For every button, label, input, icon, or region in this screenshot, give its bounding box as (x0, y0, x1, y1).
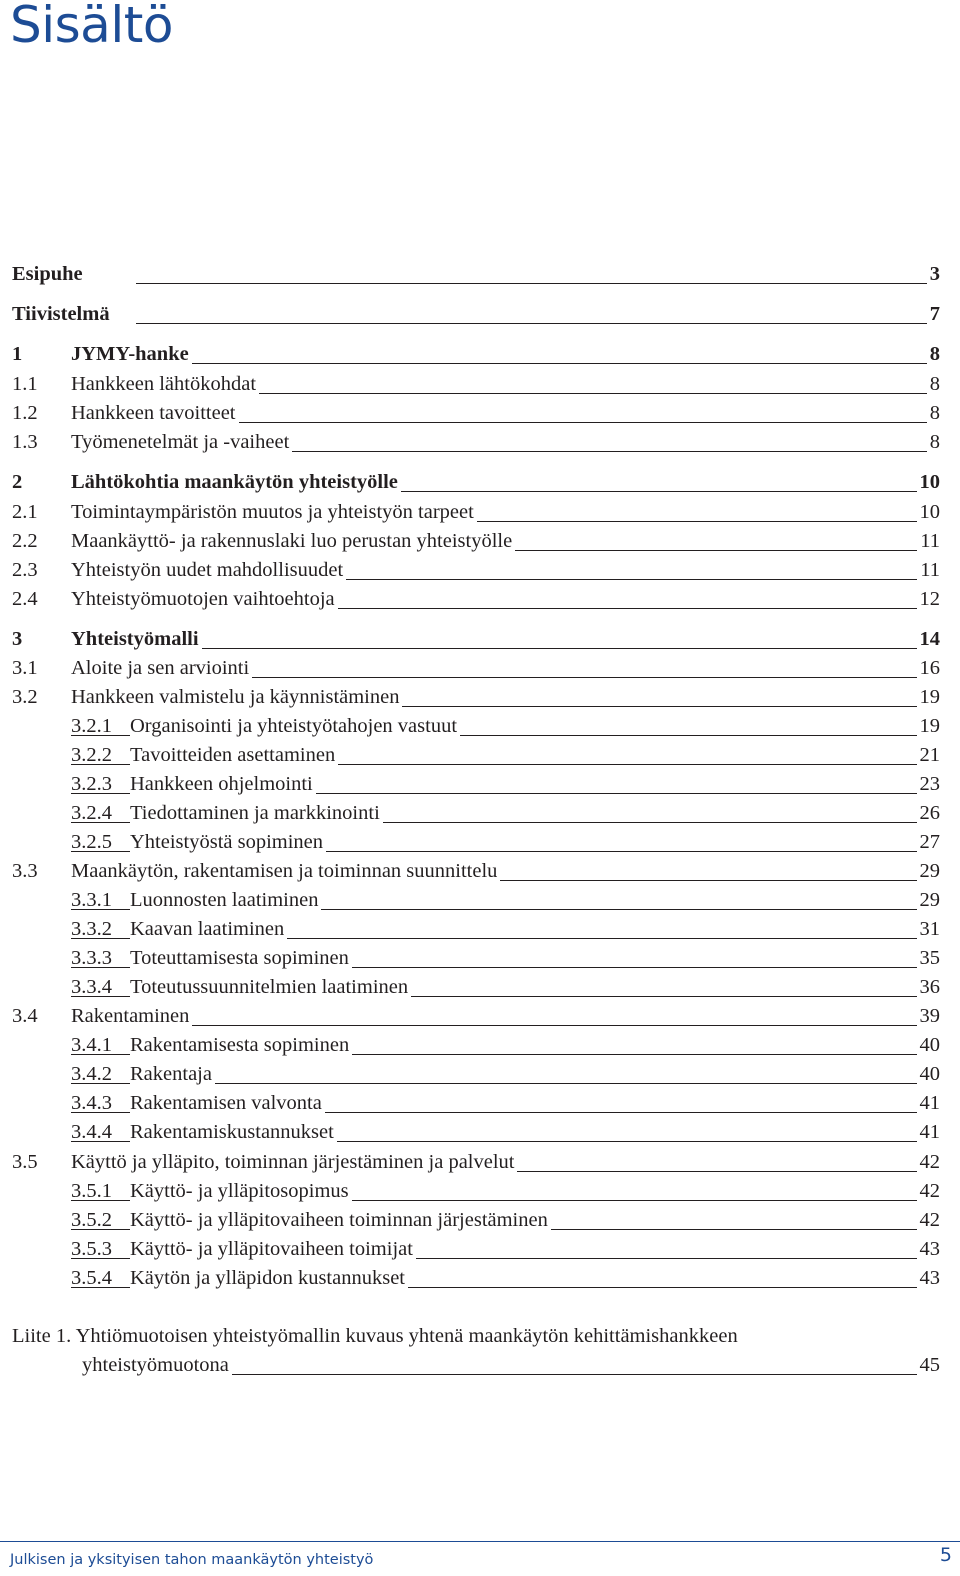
toc-entry-page: 8 (927, 344, 940, 365)
toc-entry-page: 27 (917, 832, 941, 853)
toc-entry-number: 3.2.5 (71, 830, 112, 853)
toc-entry (0, 1260, 960, 1292)
toc-entry-title: Toteuttamisesta sopiminen (130, 948, 352, 969)
toc-entry (0, 621, 960, 653)
toc-entry-page: 10 (917, 472, 941, 493)
toc-entry (0, 766, 960, 798)
toc-entry-page: 42 (917, 1210, 941, 1231)
toc-entry (0, 552, 960, 584)
toc-entry-number: 3.4 (12, 1004, 38, 1027)
toc-entry (0, 708, 960, 740)
toc-entry-page: 43 (917, 1268, 941, 1289)
toc-entry-number: 3.3.1 (71, 888, 112, 911)
toc-entry (0, 940, 960, 972)
toc-entry-title: Rakentaja (130, 1064, 215, 1085)
toc-entry-page: 43 (917, 1239, 941, 1260)
toc-entry-title: Tiedottaminen ja markkinointi (130, 803, 383, 824)
appendix-page: 45 (917, 1355, 941, 1376)
toc-entry-title: Rakentaminen (71, 1006, 192, 1027)
toc-entry-number: 3.4.1 (71, 1033, 112, 1056)
leader-line (71, 363, 933, 364)
toc-entry (0, 911, 960, 943)
toc-entry-page: 26 (917, 803, 941, 824)
toc-entry (0, 366, 960, 398)
toc-entry-title: Organisointi ja yhteistyötahojen vastuut (130, 716, 460, 737)
toc-entry-title: Käyttö ja ylläpito, toiminnan järjestäminen ja palvelut (71, 1152, 517, 1173)
toc-entry-title: Käyttö- ja ylläpitovaiheen toiminnan järjestäminen (130, 1210, 551, 1231)
toc-entry-title: Yhteistyömuotojen vaihtoehtoja (71, 589, 338, 610)
page-footer (0, 1541, 960, 1576)
toc-entry (0, 795, 960, 827)
toc-entry-title: Yhteistyön uudet mahdollisuudet (71, 560, 346, 581)
toc-entry-page: 39 (917, 1006, 941, 1027)
toc-entry-title: Lähtökohtia maankäytön yhteistyölle (71, 472, 401, 493)
leader-line (71, 1025, 933, 1026)
toc-entry (0, 395, 960, 427)
toc-entry-title: Käyttö- ja ylläpitovaiheen toimijat (130, 1239, 416, 1260)
toc-entry-page: 8 (927, 374, 940, 395)
toc-entry-title: Toimintaympäristön muutos ja yhteistyön tarpeet (71, 502, 477, 523)
toc-entry-title: Hankkeen ohjelmointi (130, 774, 316, 795)
toc-entry-title: Tavoitteiden asettaminen (130, 745, 338, 766)
toc-entry-number: 3.4.2 (71, 1062, 112, 1085)
toc-entry-number: 1.2 (12, 401, 38, 424)
toc-entry (0, 679, 960, 711)
toc-entry-title: Käytön ja ylläpidon kustannukset (130, 1268, 408, 1289)
toc-entry-page: 35 (917, 948, 941, 969)
toc-entry (0, 1114, 960, 1146)
toc-entry-number: 3.3.2 (71, 917, 112, 940)
toc-entry (0, 853, 960, 885)
toc-entry-number: 3.5.2 (71, 1208, 112, 1231)
toc-entry-number: 3.5 (12, 1150, 38, 1173)
toc-entry (0, 336, 960, 368)
toc-entry-number: 1.1 (12, 372, 38, 395)
page-number: 5 (939, 1544, 952, 1566)
toc-entry (0, 581, 960, 613)
toc-entry-number: 3.5.3 (71, 1237, 112, 1260)
toc-entry-number: 3.5.4 (71, 1266, 112, 1289)
toc-entry-title: Aloite ja sen arviointi (71, 658, 252, 679)
toc-entry-page: 10 (917, 502, 941, 523)
toc-entry-title: Luonnosten laatiminen (130, 890, 321, 911)
toc-entry-page: 19 (917, 687, 941, 708)
toc-entry-page: 40 (917, 1064, 941, 1085)
toc-entry (0, 1085, 960, 1117)
toc-entry-page: 23 (917, 774, 941, 795)
toc-entry-number: 3.3 (12, 859, 38, 882)
appendix-entry-continuation (0, 1347, 960, 1379)
toc-entry-page: 41 (917, 1093, 941, 1114)
toc-entry (0, 998, 960, 1030)
toc-entry (0, 1231, 960, 1263)
toc-entry-page: 12 (917, 589, 941, 610)
toc-entry-page: 21 (917, 745, 941, 766)
toc-entry-title: Hankkeen tavoitteet (71, 403, 239, 424)
toc-entry (0, 464, 960, 496)
toc-entry-page: 40 (917, 1035, 941, 1056)
toc-entry-number: 3.5.1 (71, 1179, 112, 1202)
toc-entry-title: Rakentamiskustannukset (130, 1122, 337, 1143)
toc-entry-title: Maankäytön, rakentamisen ja toiminnan suunnittelu (71, 861, 500, 882)
toc-entry-page: 19 (917, 716, 941, 737)
toc-entry-number: 2.1 (12, 500, 38, 523)
toc-entry (0, 1202, 960, 1234)
appendix-title: Liite 1. Yhtiömuotoisen yhteistyömallin kuvaus yhtenä maankäytön kehittämishankkeen (12, 1326, 741, 1347)
toc-entry-number: 2.4 (12, 587, 38, 610)
toc-entry-page: 29 (917, 861, 941, 882)
toc-entry (0, 969, 960, 1001)
toc-entry-title: Maankäyttö- ja rakennuslaki luo perustan yhteistyölle (71, 531, 515, 552)
toc-entry-title: Hankkeen valmistelu ja käynnistäminen (71, 687, 402, 708)
leader-line (136, 323, 933, 324)
toc-entry-title: Kaavan laatiminen (130, 919, 287, 940)
toc-entry-title: Yhteistyöstä sopiminen (130, 832, 326, 853)
toc-entry-number: 3.2.3 (71, 772, 112, 795)
toc-entry-title: Työmenetelmät ja -vaiheet (71, 432, 292, 453)
toc-entry-title: Tiivistelmä (12, 304, 113, 325)
toc-entry-page: 29 (917, 890, 941, 911)
toc-entry-number: 2.2 (12, 529, 38, 552)
page-title: Sisältö (10, 0, 173, 54)
toc-entry (0, 1056, 960, 1088)
toc-entry-title: Rakentamisesta sopiminen (130, 1035, 352, 1056)
toc-entry-title: Käyttö- ja ylläpitosopimus (130, 1181, 352, 1202)
toc-entry-title: JYMY-hanke (71, 344, 192, 365)
toc-entry-number: 2 (12, 470, 23, 493)
toc-entry-page: 36 (917, 977, 941, 998)
toc-entry (0, 523, 960, 555)
appendix-entry (0, 1318, 960, 1350)
toc-entry (0, 1144, 960, 1176)
toc-entry-number: 3.4.3 (71, 1091, 112, 1114)
toc-entry-number: 1 (12, 342, 23, 365)
toc-entry-number: 1.3 (12, 430, 38, 453)
toc-entry-number: 3.2.1 (71, 714, 112, 737)
toc-entry-page: 8 (927, 403, 940, 424)
toc-entry-title: Rakentamisen valvonta (130, 1093, 325, 1114)
toc-entry-page: 11 (917, 560, 940, 581)
toc-entry-page: 7 (927, 304, 940, 325)
toc-entry (0, 296, 960, 328)
toc-entry (0, 882, 960, 914)
toc-entry-number: 3.2 (12, 685, 38, 708)
toc-entry-number: 2.3 (12, 558, 38, 581)
toc-entry (0, 424, 960, 456)
toc-entry-page: 31 (917, 919, 941, 940)
toc-entry-title: Hankkeen lähtökohdat (71, 374, 259, 395)
toc-entry-page: 16 (917, 658, 941, 679)
toc-entry-number: 3.2.2 (71, 743, 112, 766)
footer-title: Julkisen ja yksityisen tahon maankäytön yhteistyö (10, 1552, 374, 1568)
toc-entry-title: Esipuhe (12, 264, 86, 285)
appendix-title-continuation: yhteistyömuotona (82, 1355, 232, 1376)
toc-entry (0, 737, 960, 769)
toc-entry-title: Toteutussuunnitelmien laatiminen (130, 977, 411, 998)
toc-entry-number: 3.3.4 (71, 975, 112, 998)
toc-entry-number: 3.3.3 (71, 946, 112, 969)
toc-entry-page: 42 (917, 1181, 941, 1202)
toc-entry-page: 11 (917, 531, 940, 552)
toc-entry-number: 3.4.4 (71, 1120, 112, 1143)
toc-entry-number: 3.2.4 (71, 801, 112, 824)
toc-entry (0, 650, 960, 682)
leader-line (136, 283, 933, 284)
toc-entry (0, 1027, 960, 1059)
toc-entry (0, 824, 960, 856)
toc-entry (0, 256, 960, 288)
toc-entry-number: 3 (12, 627, 23, 650)
toc-entry (0, 494, 960, 526)
toc-entry-title: Yhteistyömalli (71, 629, 202, 650)
toc-entry-page: 42 (917, 1152, 941, 1173)
toc-entry-page: 3 (927, 264, 940, 285)
toc-entry-page: 14 (917, 629, 941, 650)
toc-entry (0, 1173, 960, 1205)
toc-entry-page: 8 (927, 432, 940, 453)
toc-entry-page: 41 (917, 1122, 941, 1143)
toc-entry-number: 3.1 (12, 656, 38, 679)
